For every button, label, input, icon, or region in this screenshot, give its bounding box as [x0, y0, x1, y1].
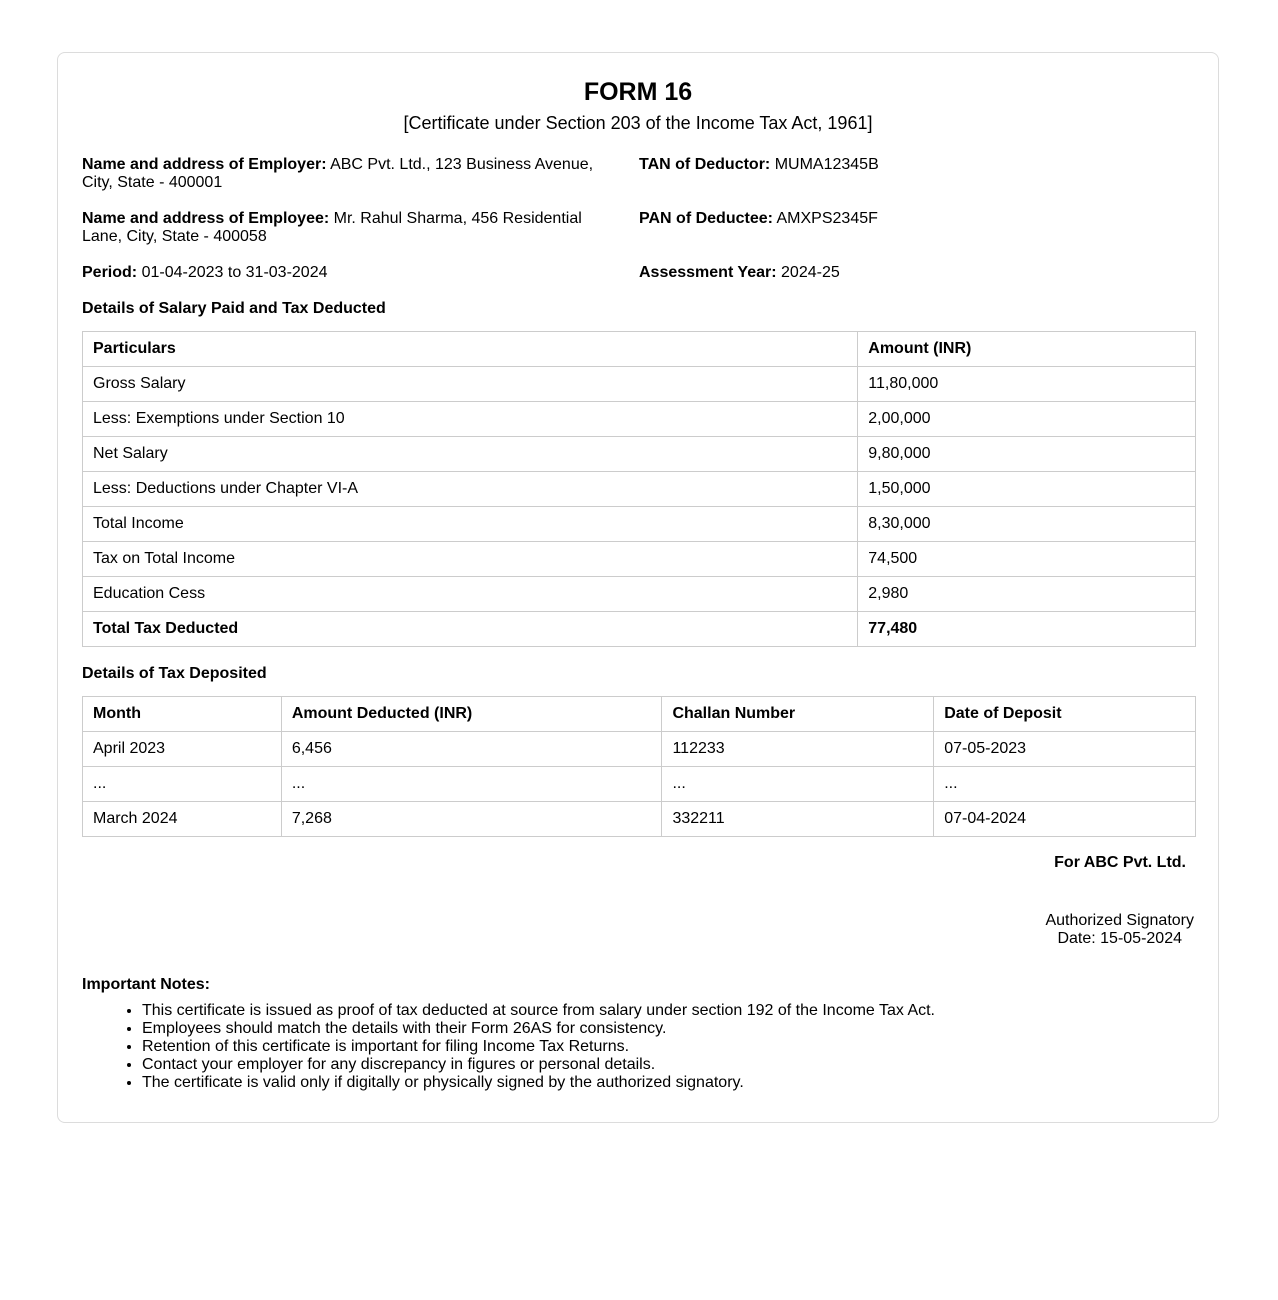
- notes-list: [82, 1002, 1194, 1092]
- table-row: [83, 367, 1196, 402]
- employee-value: Mr. Rahul Sharma, 456 Residential Lane, City, State - 400058: [82, 210, 582, 245]
- month-cell: April 2023: [83, 732, 282, 767]
- pan-info: [639, 210, 1196, 246]
- amount-cell: 8,30,000: [858, 507, 1196, 542]
- salary-table-header: [83, 332, 1196, 367]
- page-title: FORM 16: [583, 78, 693, 106]
- amount-cell: 2,980: [858, 577, 1196, 612]
- particular-cell: Net Salary: [83, 437, 858, 472]
- deposit-section-title: Details of Tax Deposited: [82, 665, 267, 682]
- amount-cell: 77,480: [858, 612, 1196, 647]
- particular-cell: Total Tax Deducted: [83, 612, 858, 647]
- table-row: [83, 732, 1196, 767]
- authorized-signatory: Authorized Signatory: [1045, 912, 1194, 929]
- form16-certificate: [57, 52, 1219, 1123]
- list-item: • Contact your employer for any discrepancy in figures or personal details.: [142, 1056, 1194, 1074]
- list-item: • Employees should match the details with their Form 26AS for consistency.: [142, 1020, 1194, 1038]
- amount-cell: 1,50,000: [858, 472, 1196, 507]
- table-row: [83, 472, 1196, 507]
- list-item: • The certificate is valid only if digitally or physically signed by the authorized signatory.: [142, 1074, 1194, 1092]
- amount-cell: 74,500: [858, 542, 1196, 577]
- list-item: • Retention of this certificate is important for filing Income Tax Returns.: [142, 1038, 1194, 1056]
- month-cell: March 2024: [83, 802, 282, 837]
- salary-section-title: Details of Salary Paid and Tax Deducted: [82, 300, 386, 317]
- pan-label: PAN of Deductee:: [639, 210, 773, 227]
- assessment-year-label: Assessment Year:: [639, 264, 777, 281]
- signature-authority: [1045, 912, 1194, 948]
- employer-label: Name and address of Employer:: [82, 156, 327, 173]
- signature-company: For ABC Pvt. Ltd.: [1054, 854, 1186, 871]
- page-subtitle: [Certificate under Section 203 of the Income Tax Act, 1961]: [403, 113, 873, 133]
- signature-block: [82, 854, 1194, 948]
- table-row: [83, 542, 1196, 577]
- salary-table: [82, 331, 1196, 647]
- date-cell: 07-04-2024: [934, 802, 1196, 837]
- assessment-year-value: 2024-25: [781, 264, 840, 281]
- table-row: [83, 577, 1196, 612]
- challan-cell: 112233: [662, 732, 934, 767]
- column-header: Amount Deducted (INR): [281, 697, 662, 732]
- employer-value: ABC Pvt. Ltd., 123 Business Avenue, City, State - 400001: [82, 156, 594, 191]
- total-row: [83, 612, 1196, 647]
- info-grid: [82, 156, 1194, 300]
- particular-cell: Education Cess: [83, 577, 858, 612]
- amount-cell: 11,80,000: [858, 367, 1196, 402]
- particular-cell: Less: Exemptions under Section 10: [83, 402, 858, 437]
- column-header: Particulars: [83, 332, 858, 367]
- month-cell: ...: [83, 767, 282, 802]
- column-header: Amount (INR): [858, 332, 1196, 367]
- column-header: Month: [83, 697, 282, 732]
- table-row: [83, 507, 1196, 542]
- period-info: [82, 264, 639, 282]
- column-header: Date of Deposit: [934, 697, 1196, 732]
- amount-cell: 6,456: [281, 732, 662, 767]
- challan-cell: ...: [662, 767, 934, 802]
- amount-cell: 9,80,000: [858, 437, 1196, 472]
- tan-value: MUMA12345B: [774, 156, 879, 173]
- date-cell: ...: [934, 767, 1196, 802]
- period-value: 01-04-2023 to 31-03-2024: [141, 264, 328, 281]
- employee-info: [82, 210, 639, 246]
- amount-cell: 2,00,000: [858, 402, 1196, 437]
- notes-title: Important Notes:: [82, 976, 210, 993]
- table-row: [83, 802, 1196, 837]
- signature-date: Date: 15-05-2024: [1057, 930, 1182, 947]
- deposit-table-header: [83, 697, 1196, 732]
- particular-cell: Tax on Total Income: [83, 542, 858, 577]
- tan-info: [639, 156, 1196, 192]
- pan-value: AMXPS2345F: [776, 210, 878, 227]
- date-cell: 07-05-2023: [934, 732, 1196, 767]
- list-item: • This certificate is issued as proof of tax deducted at source from salary under section 192 of the Income Tax Act.: [142, 1002, 1194, 1020]
- period-label: Period:: [82, 264, 138, 281]
- table-row: [83, 402, 1196, 437]
- table-row: [83, 437, 1196, 472]
- employee-label: Name and address of Employee:: [82, 210, 330, 227]
- challan-cell: 332211: [662, 802, 934, 837]
- assessment-year-info: [639, 264, 1196, 282]
- particular-cell: Gross Salary: [83, 367, 858, 402]
- column-header: Challan Number: [662, 697, 934, 732]
- table-row: [83, 767, 1196, 802]
- amount-cell: ...: [281, 767, 662, 802]
- employer-info: [82, 156, 639, 192]
- tan-label: TAN of Deductor:: [639, 156, 771, 173]
- particular-cell: Less: Deductions under Chapter VI-A: [83, 472, 858, 507]
- deposit-table: [82, 696, 1196, 837]
- amount-cell: 7,268: [281, 802, 662, 837]
- particular-cell: Total Income: [83, 507, 858, 542]
